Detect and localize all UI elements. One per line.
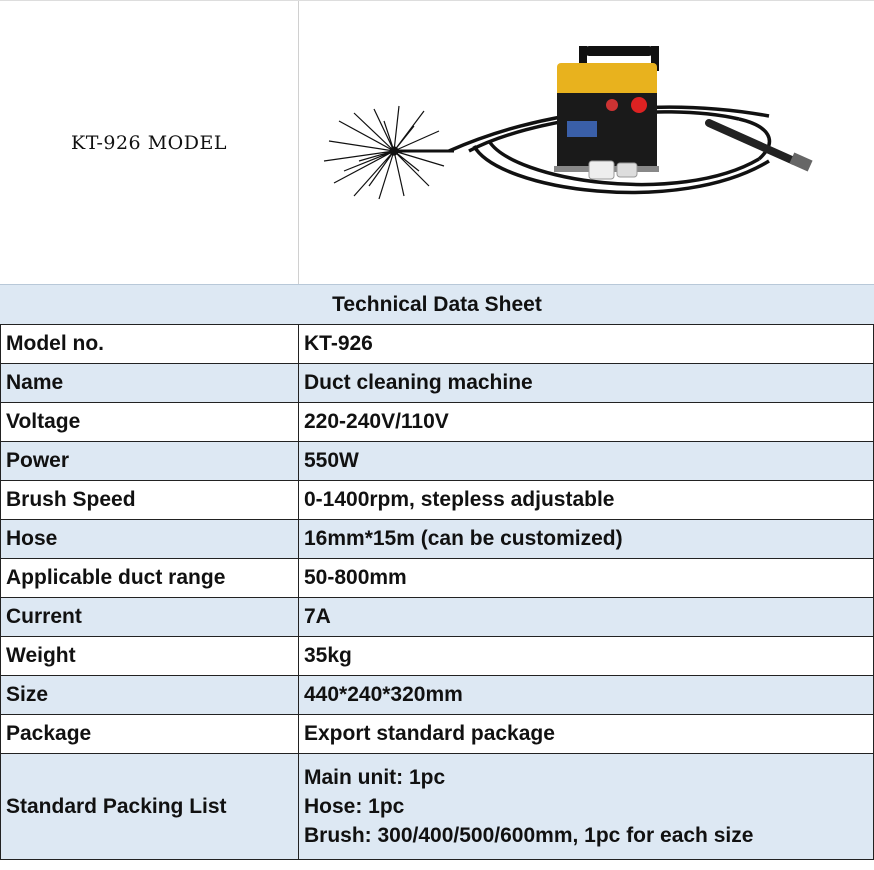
spec-label: Applicable duct range <box>1 559 299 598</box>
duct-cleaning-machine-illustration <box>299 1 874 284</box>
spec-label: Hose <box>1 520 299 559</box>
spec-label: Current <box>1 598 299 637</box>
table-row <box>1 676 874 715</box>
spec-value: 35kg <box>299 637 874 676</box>
table-row <box>1 364 874 403</box>
spec-value: Export standard package <box>299 715 874 754</box>
table-row <box>1 325 874 364</box>
header-row <box>0 0 874 284</box>
brush-graphic <box>324 106 454 199</box>
spec-label: Size <box>1 676 299 715</box>
spec-label: Name <box>1 364 299 403</box>
spec-label: Voltage <box>1 403 299 442</box>
packing-list-item: Hose: 1pc <box>304 795 405 818</box>
model-cell <box>0 1 299 284</box>
spec-value: 550W <box>299 442 874 481</box>
spec-value: 0-1400rpm, stepless adjustable <box>299 481 874 520</box>
table-row <box>1 403 874 442</box>
packing-list-row <box>1 754 874 860</box>
packing-list-item: Main unit: 1pc <box>304 766 446 789</box>
table-row <box>1 442 874 481</box>
spec-value: KT-926 <box>299 325 874 364</box>
table-row <box>1 715 874 754</box>
machine-body-graphic <box>554 46 659 179</box>
product-image <box>299 1 874 284</box>
spec-label: Weight <box>1 637 299 676</box>
table-row <box>1 481 874 520</box>
model-label: KT-926 MODEL <box>71 131 227 154</box>
table-row <box>1 637 874 676</box>
spec-label: Package <box>1 715 299 754</box>
table-row <box>1 559 874 598</box>
spec-label: Power <box>1 442 299 481</box>
spec-label: Brush Speed <box>1 481 299 520</box>
spec-value: 16mm*15m (can be customized) <box>299 520 874 559</box>
table-row <box>1 598 874 637</box>
packing-list-item: Brush: 300/400/500/600mm, 1pc for each size <box>304 824 754 847</box>
spec-value: 50-800mm <box>299 559 874 598</box>
packing-list-label: Standard Packing List <box>1 754 299 860</box>
spec-value: 220-240V/110V <box>299 403 874 442</box>
table-title: Technical Data Sheet <box>0 284 874 324</box>
table-row <box>1 520 874 559</box>
spec-value: 7A <box>299 598 874 637</box>
spec-value: Duct cleaning machine <box>299 364 874 403</box>
spec-label: Model no. <box>1 325 299 364</box>
spec-value: 440*240*320mm <box>299 676 874 715</box>
packing-list-value <box>299 754 874 860</box>
spec-table <box>0 324 874 860</box>
